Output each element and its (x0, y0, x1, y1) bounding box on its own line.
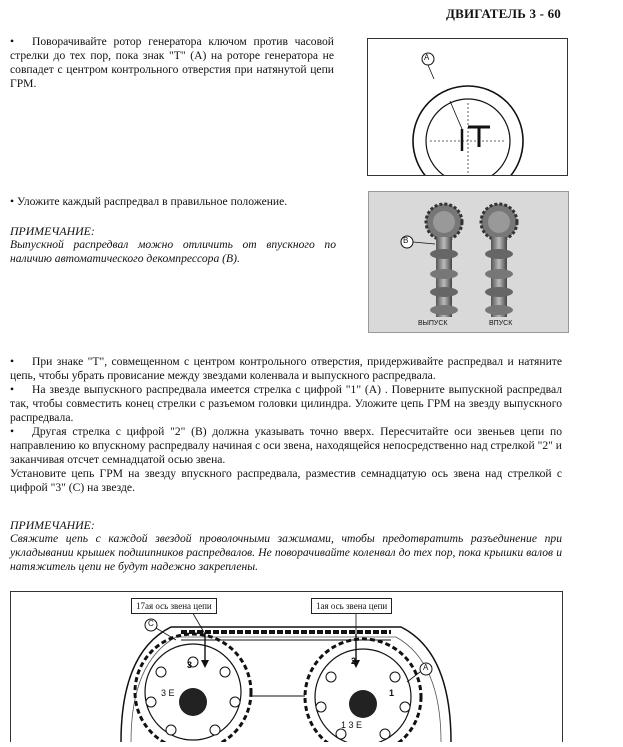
label-c: C (148, 619, 154, 628)
note2-title: ПРИМЕЧАНИЕ: (10, 518, 95, 532)
step-text: Поворачивайте ротор генератора ключом против часовой стрелки до тех пор, пока знак "T" (A) на роторе генератора не совпадет с центром контрольного отверстия при натянутой цепи ГРМ. (10, 35, 334, 90)
bullet: • (10, 35, 15, 48)
figure-timing-chain (10, 591, 563, 742)
note-title: ПРИМЕЧАНИЕ: (10, 224, 95, 238)
label-a: A (423, 663, 429, 672)
label-intake: ВПУСК (489, 320, 513, 327)
sprocket-mark-3e: 3 E (161, 688, 175, 698)
figure-inspection-hole (367, 38, 568, 176)
label-exhaust: ВЫПУСК (418, 320, 448, 327)
camshafts-photo (369, 192, 568, 332)
list-item: Установите цепь ГРМ на звезду впускного распредвала, разместив семнадцатую ось звена над стрелкой с цифрой "3" (C) на звезде. (10, 467, 562, 494)
figure-camshafts (368, 191, 569, 333)
callout-1st-link: 1ая ось звена цепи (311, 598, 392, 614)
step-generator-rotor (10, 35, 334, 91)
label-b: B (403, 236, 409, 245)
label-a: A (424, 53, 430, 62)
steps-list (10, 355, 562, 495)
inspection-hole-illustration (368, 39, 567, 175)
step-camshaft-position: • Уложите каждый распредвал в правильное положение. (10, 195, 288, 208)
list-item: • На звезде выпускного распредвала имеется стрелка с цифрой "1" (A) . Поверните выпускной распредвал так, чтобы совместить конец стрелки с разъемом головки цилиндра. Уложите цепь ГРМ на звезду выпускного распредвала. (10, 383, 562, 424)
mark-t-icon (468, 127, 490, 147)
sprocket-number-2: 2 (351, 656, 357, 666)
sprocket-number-1: 1 (389, 688, 395, 698)
note2-text: Свяжите цепь с каждой звездой проволочными зажимами, чтобы предотвратить разъединение при укладывании крышек подшипников распредвалов. Не поворачивайте коленвал до тех пор, пока крышки валов и натяжитель цепи не будут надежно закреплены. (10, 532, 562, 573)
list-item: • Другая стрелка с цифрой "2" (B) должна указывать точно вверх. Пересчитайте оси звеньев цепи по направлению ко впускному распредвалу начиная с оси звена, находящейся непосредственно над стрелкой "2" и заканчивая отсчет семнадцатой осью звена. (10, 425, 562, 466)
list-item: • При знаке "T", совмещенном с центром контрольного отверстия, придерживайте распредвал и натяните цепь, чтобы убрать провисание между звездами коленвала и выпускного распредвала. (10, 355, 562, 382)
timing-chain-diagram (11, 592, 562, 742)
note-text: Выпускной распредвал можно отличить от впускного по наличию автоматического декомпрессора (B). (10, 238, 336, 265)
sprocket-number-3: 3 (187, 660, 193, 670)
page-header-title: ДВИГАТЕЛЬ 3 - 60 (445, 6, 561, 21)
sprocket-mark-13e: 1 3 E (341, 720, 363, 730)
callout-17th-link: 17ая ось звена цепи (131, 598, 217, 614)
